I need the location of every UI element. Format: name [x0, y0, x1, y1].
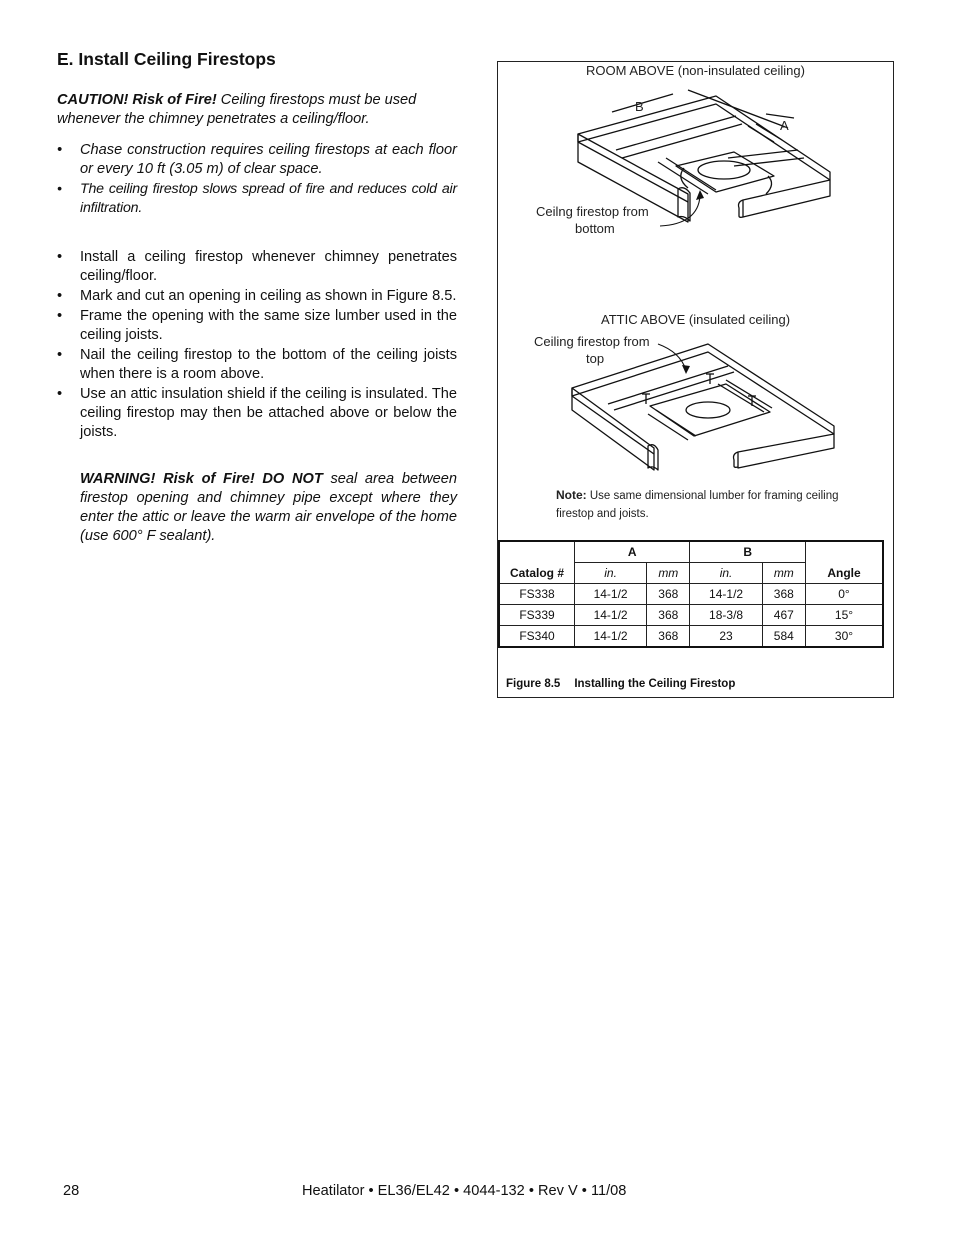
- header-catalog: Catalog #: [499, 541, 575, 584]
- firestop-top-label-line1: Ceiling firestop from: [534, 334, 650, 349]
- note-text: Use same dimensional lumber for framing ceiling firestop and joists.: [556, 490, 839, 520]
- firestop-top-label-line2: top: [586, 351, 605, 366]
- cell-angle: 30°: [806, 626, 884, 648]
- note-label: Note:: [556, 488, 587, 502]
- cell-a-in: 14-1/2: [575, 584, 647, 605]
- unit-b-mm: mm: [762, 563, 805, 584]
- header-a: A: [575, 541, 690, 563]
- warning-text: seal area between firestop opening and chimney pipe except where they enter the attic or leave the warm air envelope of the home (use 600° F sealant).: [80, 471, 457, 544]
- figure-caption: [506, 678, 735, 690]
- cell-catalog: FS340: [499, 626, 575, 648]
- table-row: [499, 626, 883, 648]
- cell-a-in: 14-1/2: [575, 626, 647, 648]
- cell-b-in: 23: [690, 626, 762, 648]
- warning-paragraph: [80, 470, 457, 546]
- list-item: • Frame the opening with the same size lumber used in the ceiling joists.: [57, 307, 457, 345]
- cell-catalog: FS338: [499, 584, 575, 605]
- header-b: B: [690, 541, 806, 563]
- figure-note: [556, 486, 846, 523]
- list-item: • Mark and cut an opening in ceiling as shown in Figure 8.5.: [57, 287, 457, 306]
- cell-b-mm: 467: [762, 605, 805, 626]
- caption-text: Installing the Ceiling Firestop: [574, 678, 736, 690]
- cell-b-in: 14-1/2: [690, 584, 762, 605]
- instructions-column: [57, 50, 457, 546]
- unit-a-mm: mm: [647, 563, 690, 584]
- unit-b-in: in.: [690, 563, 762, 584]
- list-item: • Chase construction requires ceiling firestops at each floor or every 10 ft (3.05 m) of clear space.: [57, 141, 457, 179]
- caution-paragraph: [57, 91, 457, 129]
- cell-a-mm: 368: [647, 584, 690, 605]
- firestop-top-illustration: [568, 340, 848, 480]
- page-number: 28: [63, 1183, 80, 1199]
- document-info: Heatilator • EL36/EL42 • 4044-132 • Rev V • 11/08: [302, 1183, 627, 1199]
- cell-catalog: FS339: [499, 605, 575, 626]
- unit-a-in: in.: [575, 563, 647, 584]
- section-title: E. Install Ceiling Firestops: [57, 49, 276, 69]
- cell-angle: 15°: [806, 605, 884, 626]
- list-item: • The ceiling firestop slows spread of fire and reduces cold air infiltration.: [57, 180, 457, 218]
- caution-text: Ceiling firestops must be used whenever the chimney penetrates a ceiling/floor.: [57, 92, 417, 127]
- dimension-a-label: A: [780, 118, 789, 133]
- figure-8-5: [497, 61, 894, 698]
- table-row: [499, 584, 883, 605]
- header-angle: Angle: [806, 541, 884, 584]
- firestop-spec-table: [498, 540, 884, 648]
- list-item: • Install a ceiling firestop whenever chimney penetrates ceiling/floor.: [57, 248, 457, 286]
- cell-a-mm: 368: [647, 605, 690, 626]
- cell-a-in: 14-1/2: [575, 605, 647, 626]
- table-row: [499, 605, 883, 626]
- caption-number: Figure 8.5: [506, 678, 561, 690]
- warning-label: WARNING! Risk of Fire! DO NOT: [80, 471, 323, 487]
- table-header-row: [499, 541, 883, 563]
- cell-a-mm: 368: [647, 626, 690, 648]
- firestop-bottom-label-line2: bottom: [575, 221, 615, 236]
- dimension-b-label: B: [635, 99, 644, 114]
- cell-angle: 0°: [806, 584, 884, 605]
- room-above-label: ROOM ABOVE (non-insulated ceiling): [586, 63, 805, 78]
- attic-above-label: ATTIC ABOVE (insulated ceiling): [601, 312, 791, 327]
- cell-b-mm: 368: [762, 584, 805, 605]
- list-item: • Nail the ceiling firestop to the bottom of the ceiling joists when there is a room above.: [57, 346, 457, 384]
- caution-label: CAUTION! Risk of Fire!: [57, 92, 217, 108]
- cell-b-in: 18-3/8: [690, 605, 762, 626]
- instruction-bullet-list: [57, 248, 457, 442]
- caution-bullet-list: [57, 141, 457, 218]
- cell-b-mm: 584: [762, 626, 805, 648]
- firestop-bottom-label-line1: Ceilng firestop from: [536, 204, 649, 219]
- list-item: • Use an attic insulation shield if the ceiling is insulated. The ceiling firestop may then be attached above or below the joists.: [57, 385, 457, 442]
